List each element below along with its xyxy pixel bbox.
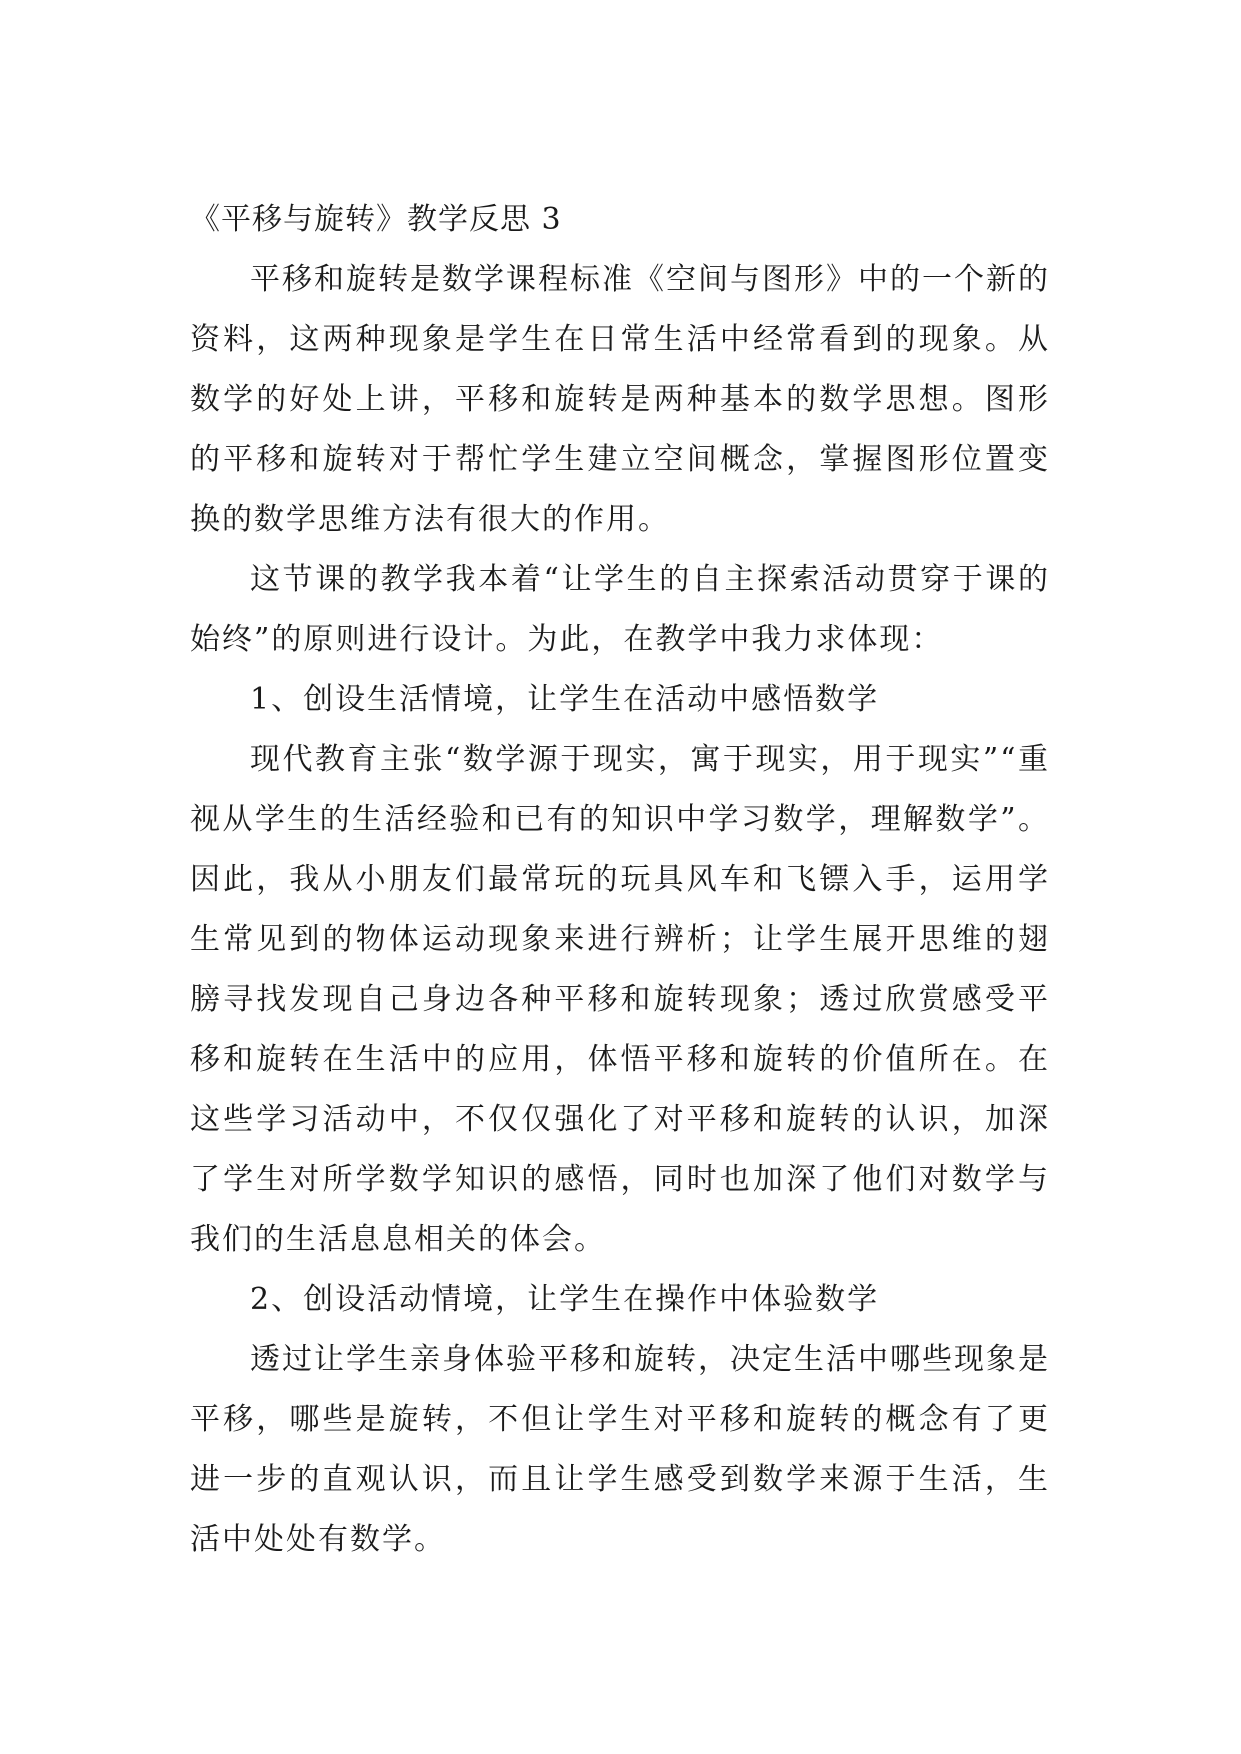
paragraph-section-2: 透过让学生亲身体验平移和旋转，决定生活中哪些现象是平移，哪些是旋转，不但让学生对平移和旋转的概念有了更进一步的直观认识，而且让学生感受到数学来源于生活，生活中处处有数学。 [190,1342,1050,1557]
document-body [190,190,1050,1570]
section-heading-2: 2、创设活动情境，让学生在操作中体验数学 [250,1282,880,1317]
section-heading-1: 1、创设生活情境，让学生在活动中感悟数学 [250,682,880,717]
paragraph-intro: 平移和旋转是数学课程标准《空间与图形》中的一个新的资料，这两种现象是学生在日常生活中经常看到的现象。从数学的好处上讲，平移和旋转是两种基本的数学思想。图形的平移和旋转对于帮忙学生建立空间概念，掌握图形位置变换的数学思维方法有很大的作用。 [190,262,1050,537]
paragraph-section-1: 现代教育主张“数学源于现实，寓于现实，用于现实”“重视从学生的生活经验和已有的知识中学习数学，理解数学”。因此，我从小朋友们最常玩的玩具风车和飞镖入手，运用学生常见到的物体运动现象来进行辨析；让学生展开思维的翅膀寻找发现自己身边各种平移和旋转现象；透过欣赏感受平移和旋转在生活中的应用，体悟平移和旋转的价值所在。在这些学习活动中，不仅仅强化了对平移和旋转的认识，加深了学生对所学数学知识的感悟，同时也加深了他们对数学与我们的生活息息相关的体会。 [190,742,1050,1257]
paragraph-principle: 这节课的教学我本着“让学生的自主探索活动贯穿于课的始终”的原则进行设计。为此，在教学中我力求体现： [190,562,1050,657]
document-title: 《平移与旋转》教学反思 3 [190,202,562,237]
